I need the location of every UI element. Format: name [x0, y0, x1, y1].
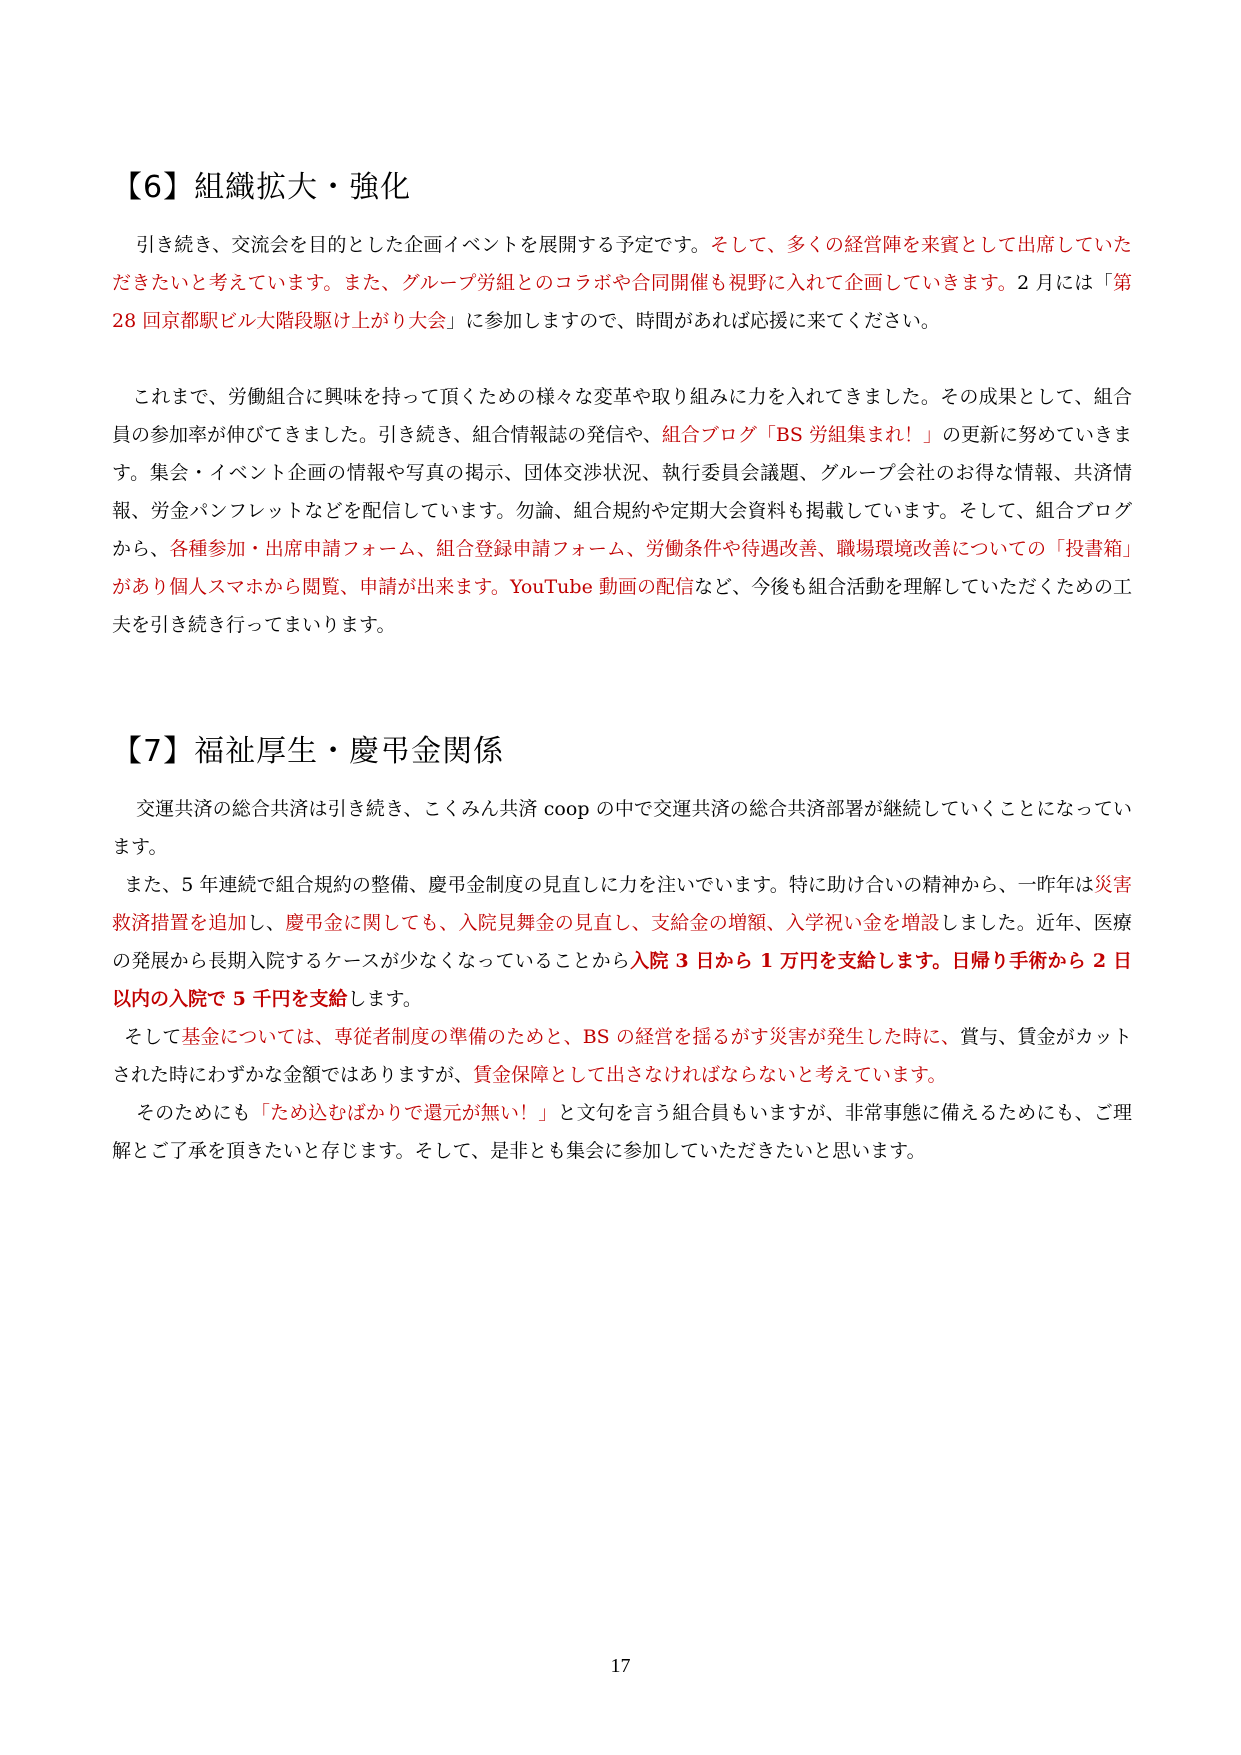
- paragraph: [112, 1094, 1132, 1170]
- paragraph: [112, 866, 1132, 1018]
- text-run: し、: [246, 912, 286, 934]
- text-run: 賞与、賃金がカットされた時にわずかな金額ではありますが、: [112, 1026, 1132, 1086]
- paragraph: [112, 1018, 1132, 1094]
- text-run: 引き続き、交流会を目的とした企画イベントを展開する予定です。: [136, 234, 710, 256]
- text-run: そのためにも: [136, 1102, 251, 1124]
- text-run: しました。近年、医療の発展から長期入院するケースが少なくなっていることから: [112, 912, 1132, 972]
- section-heading-6: 【6】組織拡大・強化: [112, 170, 412, 205]
- highlighted-text-run: 「ため込むばかりで還元が無い！」: [250, 1102, 558, 1124]
- text-run: 2 月には「: [1017, 272, 1113, 294]
- text-run: の更新に努めていきます。集会・イベント企画の情報や写真の掲示、団体交渉状況、執行委員会議題、グループ会社のお得な情報、共済情報、労金パンフレットなどを配信しています。勿論、組合規約や定期大会資料も掲載しています。そして、組合ブログから、: [112, 424, 1132, 560]
- text-run: また、5 年連続で組合規約の整備、慶弔金制度の見直しに力を注いでいます。特に助け合いの精神から、一昨年は: [124, 874, 1094, 896]
- page-number: 17: [610, 1655, 631, 1677]
- highlighted-text-run: 慶弔金に関しても、入院見舞金の見直し、支給金の増額、入学祝い金を増設: [285, 912, 940, 934]
- highlighted-text-run: 各種参加・出席申請フォーム、組合登録申請フォーム、労働条件や待遇改善、職場環境改善についての「投書箱」があり個人スマホから閲覧、申請が出来ます。YouTube 動画の配信: [112, 538, 1132, 598]
- highlighted-text-run: 賃金保障として出さなければならないと考えています。: [473, 1064, 947, 1086]
- text-run: します。: [347, 988, 422, 1010]
- highlighted-text-run: 基金については、専従者制度の準備のためと、BS の経営を揺るがす災害が発生した時に、: [181, 1026, 961, 1048]
- text-run: そして: [124, 1026, 182, 1048]
- highlighted-text-run: そして、多くの経営陣を来賓として出席していただきたいと考えています。また、グループ労組とのコラボや合同開催も視野に入れて企画していきます。: [112, 234, 1132, 294]
- text-run: など、今後も組合活動を理解していただくための工夫を引き続き行ってまいります。: [112, 576, 1132, 636]
- highlighted-text-run: 災害救済措置を追加: [112, 874, 1132, 934]
- paragraph: [112, 226, 1132, 340]
- text-run: 交運共済の総合共済は引き続き、こくみん共済 coop の中で交運共済の総合共済部署が継続していくことになっています。: [112, 798, 1132, 858]
- paragraph: [112, 378, 1132, 644]
- section-heading-7: 【7】福祉厚生・慶弔金関係: [112, 734, 505, 769]
- highlighted-text-run: 第 28 回京都駅ビル大階段駆け上がり大会: [112, 272, 1132, 332]
- text-run: これまで、労働組合に興味を持って頂くための様々な変革や取り組みに力を入れてきました。その成果として、組合員の参加率が伸びてきました。引き続き、組合情報誌の発信や、: [112, 386, 1132, 446]
- text-run: 」に参加しますので、時間があれば応援に来てください。: [446, 310, 940, 332]
- paragraph: [112, 790, 1132, 866]
- highlighted-text-run: 組合ブログ「BS 労組集まれ！」: [661, 424, 942, 446]
- bold-highlighted-text-run: 入院 3 日から 1 万円を支給します。日帰り手術から 2 日以内の入院で 5 千円を支給: [112, 950, 1132, 1010]
- text-run: と文句を言う組合員もいますが、非常事態に備えるためにも、ご理解とご了承を頂きたいと存じます。そして、是非とも集会に参加していただきたいと思います。: [112, 1102, 1132, 1162]
